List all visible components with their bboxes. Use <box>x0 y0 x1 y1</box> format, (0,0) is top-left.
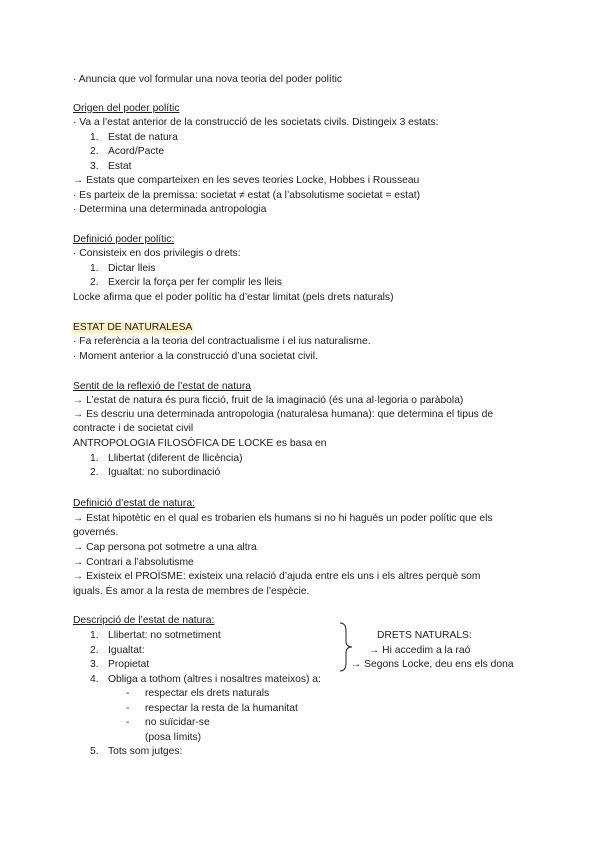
defnat-line: → Existeix el PROÏSME: existeix una relació d’ajuda entre els uns i els altres perquè som <box>73 571 481 582</box>
defnat-heading: Definició d’estat de natura: <box>73 498 195 509</box>
drets-line: → Hi accedim a la raó <box>369 645 471 656</box>
origen-line: · Va a l’estat anterior de la construcció de les societats civils. Distingeix 3 estats: <box>73 117 439 128</box>
origen-line: · Es parteix de la premissa: societat ≠ estat (a l’absolutisme societat = estat) <box>73 190 421 201</box>
list-number: 5. <box>90 746 99 757</box>
descripcio-sub-note: (posa límits) <box>145 732 202 743</box>
origen-item-1: Estat de natura <box>108 132 178 143</box>
list-number: 1. <box>90 263 99 274</box>
definicio-line: Locke afirma que el poder polític ha d’estar limitat (pels drets naturals) <box>73 292 394 303</box>
list-number: 3. <box>90 659 99 670</box>
intro-line: · Anuncia que vol formular una nova teoria del poder polític <box>73 74 343 85</box>
descripcio-heading: Descripció de l’estat de natura: <box>73 615 215 626</box>
sentit-item-2: Igualtat: no subordinació <box>108 467 221 478</box>
sentit-line: → L’estat de natura és pura ficció, fruit de la imaginació (és una al·legoria o paràbola) <box>73 395 464 406</box>
origen-item-3: Estat <box>108 161 132 172</box>
list-dash: - <box>126 703 130 714</box>
sentit-line: → Es descriu una determinada antropologia (naturalesa humana): que determina el tipus de <box>73 409 494 420</box>
list-number: 2. <box>90 277 99 288</box>
descripcio-item-4: Obliga a tothom (altres i nosaltres mateixos) a: <box>108 674 321 685</box>
list-dash: - <box>126 688 130 699</box>
descripcio-item-3: Propietat <box>108 659 150 670</box>
origen-line: → Estats que comparteixen en les seves teories Locke, Hobbes i Rousseau <box>73 175 420 186</box>
list-number: 4. <box>90 674 99 685</box>
estat-line: · Moment anterior a la construcció d’una societat civil. <box>73 351 318 362</box>
origen-heading: Origen del poder polític <box>73 103 180 114</box>
origen-line: · Determina una determinada antropologia <box>73 204 267 215</box>
list-number: 2. <box>90 467 99 478</box>
sentit-line: contracte i de societat civil <box>73 423 194 434</box>
descripcio-item-2: Igualtat: <box>108 645 145 656</box>
list-dash: - <box>126 717 130 728</box>
sentit-heading: Sentit de la reflexió de l’estat de natura <box>73 381 252 392</box>
estat-line: · Fa referència a la teoria del contractualisme i el ius naturalisme. <box>73 336 371 347</box>
estat-heading-text: ESTAT DE NATURALESA <box>73 322 193 333</box>
list-number: 3. <box>90 161 99 172</box>
defnat-line: → Contrari a l’absolutisme <box>73 557 194 568</box>
descripcio-sub-2: respectar la resta de la humanitat <box>145 703 298 714</box>
definicio-heading: Definició poder polític: <box>73 234 175 245</box>
descripcio-item-5: Tots som jutges: <box>108 746 183 757</box>
sentit-line: ANTROPOLOGIA FILOSÒFICA DE LOCKE es basa en <box>73 438 327 449</box>
descripcio-sub-1: respectar els drets naturals <box>145 688 270 699</box>
defnat-line: → Cap persona pot sotmetre a una altra <box>73 542 257 553</box>
origen-item-2: Acord/Pacte <box>108 146 165 157</box>
sentit-item-1: Llibertat (diferent de llicència) <box>108 453 243 464</box>
definicio-item-2: Exercir la força per fer complir les lleis <box>108 277 282 288</box>
descripcio-item-1: Llibertat: no sotmetiment <box>108 630 221 641</box>
defnat-line: iguals. És amor a la resta de membres de l’espècie. <box>73 586 310 597</box>
list-number: 1. <box>90 453 99 464</box>
definicio-line: · Consisteix en dos privilegis o drets: <box>73 248 241 259</box>
list-number: 1. <box>90 630 99 641</box>
definicio-item-1: Dictar lleis <box>108 263 156 274</box>
list-number: 2. <box>90 645 99 656</box>
drets-line: → Segons Locke, deu ens els dona <box>351 659 514 670</box>
descripcio-sub-3: no suïcidar-se <box>145 717 210 728</box>
drets-title: DRETS NATURALS: <box>377 630 472 641</box>
list-number: 2. <box>90 146 99 157</box>
defnat-line: governés. <box>73 527 119 538</box>
list-number: 1. <box>90 132 99 143</box>
estat-heading <box>72 321 193 334</box>
defnat-line: → Estat hipotètic en el qual es trobarien els humans si no hi hagués un poder polític que els <box>73 513 493 524</box>
